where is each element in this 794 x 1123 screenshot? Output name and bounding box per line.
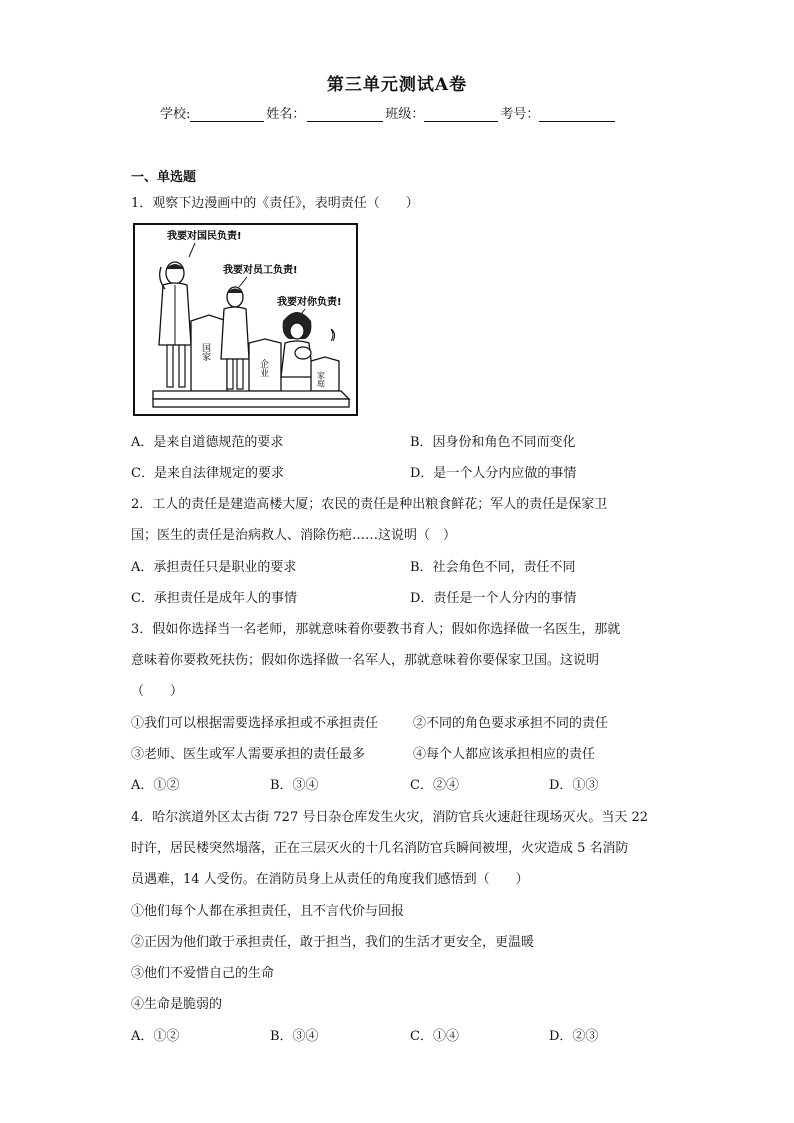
student-info-row — [160, 103, 617, 122]
q4-option-a[interactable]: A．①② — [131, 1029, 180, 1044]
q3-statement-2: ②不同的角色要求承担不同的责任 — [413, 716, 609, 731]
q2-option-a[interactable]: A．承担责任只是职业的要求 — [131, 560, 297, 575]
school-blank[interactable] — [190, 107, 264, 122]
q4-statement-3: ③他们不爱惜自己的生命 — [131, 966, 275, 981]
q2-option-b[interactable]: B．社会角色不同，责任不同 — [410, 560, 576, 575]
name-label: 姓名： — [266, 107, 306, 122]
q3-option-c[interactable]: C．②④ — [410, 778, 459, 793]
speech-bubble-1: 我要对国民负责! — [167, 231, 242, 242]
label-country: 国家 — [200, 343, 210, 361]
q1-option-c[interactable]: C．是来自法律规定的要求 — [131, 466, 284, 481]
label-family: 家庭 — [316, 371, 326, 387]
q3-statement-1: ①我们可以根据需要选择承担或不承担责任 — [131, 716, 379, 731]
speech-bubble-2: 我要对员工负责! — [223, 265, 298, 276]
responsibility-cartoon — [133, 223, 358, 416]
number-blank[interactable] — [539, 107, 615, 122]
q4-stem-line3: 员遇难，14 人受伤。在消防员身上从责任的角度我们感悟到（ ） — [131, 872, 529, 887]
class-label: 班级： — [385, 107, 425, 122]
cartoon-illustration — [135, 225, 356, 414]
q3-stem-line3: （ ） — [131, 684, 184, 699]
q1-option-d[interactable]: D．是一个人分内应做的事情 — [410, 466, 577, 481]
q3-option-a[interactable]: A．①② — [131, 778, 180, 793]
q4-stem-line1: 4．哈尔滨道外区太古街 727 号日杂仓库发生火灾，消防官兵火速赶往现场灭火。当天 22 — [131, 810, 649, 825]
q4-stem-line2: 时许，居民楼突然塌落，正在三层灭火的十几名消防官兵瞬间被埋，火灾造成 5 名消防 — [131, 841, 629, 856]
q3-statement-4: ④每个人都应该承担相应的责任 — [413, 747, 596, 762]
q1-option-a[interactable]: A．是来自道德规范的要求 — [131, 435, 284, 450]
q3-stem-line1: 3．假如你选择当一名老师，那就意味着你要教书育人；假如你选择做一名医生，那就 — [131, 622, 621, 637]
page-title: 第三单元测试A卷 — [326, 75, 468, 95]
q4-statement-4: ④生命是脆弱的 — [131, 997, 223, 1012]
class-blank[interactable] — [424, 107, 498, 122]
label-company: 企业 — [258, 359, 268, 377]
q4-statement-2: ②正因为他们敢于承担责任，敢于担当，我们的生活才更安全，更温暖 — [131, 935, 535, 950]
q4-statement-1: ①他们每个人都在承担责任，且不言代价与回报 — [131, 904, 405, 919]
number-label: 考号： — [500, 107, 540, 122]
q2-option-c[interactable]: C．承担责任是成年人的事情 — [131, 591, 297, 606]
q1-stem: 1．观察下边漫画中的《责任》，表明责任（ ） — [131, 196, 419, 211]
speech-bubble-3: 我要对你负责! — [277, 297, 342, 308]
q3-stem-line2: 意味着你要救死扶伤；假如你选择做一名军人，那就意味着你要保家卫国。这说明 — [131, 653, 600, 668]
q2-stem-line2: 国；医生的责任是治病救人、消除伤疤……这说明（ ） — [131, 528, 457, 543]
q2-stem-line1: 2．工人的责任是建造高楼大厦；农民的责任是种出粮食鲜花；军人的责任是保家卫 — [131, 497, 608, 512]
q1-option-b[interactable]: B．因身份和角色不同而变化 — [410, 435, 576, 450]
q3-statement-3: ③老师、医生或军人需要承担的责任最多 — [131, 747, 366, 762]
name-blank[interactable] — [307, 107, 383, 122]
school-label: 学校: — [160, 107, 191, 122]
q4-option-c[interactable]: C．①④ — [410, 1029, 459, 1044]
q3-option-b[interactable]: B．③④ — [270, 778, 319, 793]
q3-option-d[interactable]: D．①③ — [549, 778, 599, 793]
q2-option-d[interactable]: D．责任是一个人分内的事情 — [410, 591, 577, 606]
q4-option-b[interactable]: B．③④ — [270, 1029, 319, 1044]
q4-option-d[interactable]: D．②③ — [549, 1029, 599, 1044]
section-title: 一、单选题 — [131, 170, 197, 185]
